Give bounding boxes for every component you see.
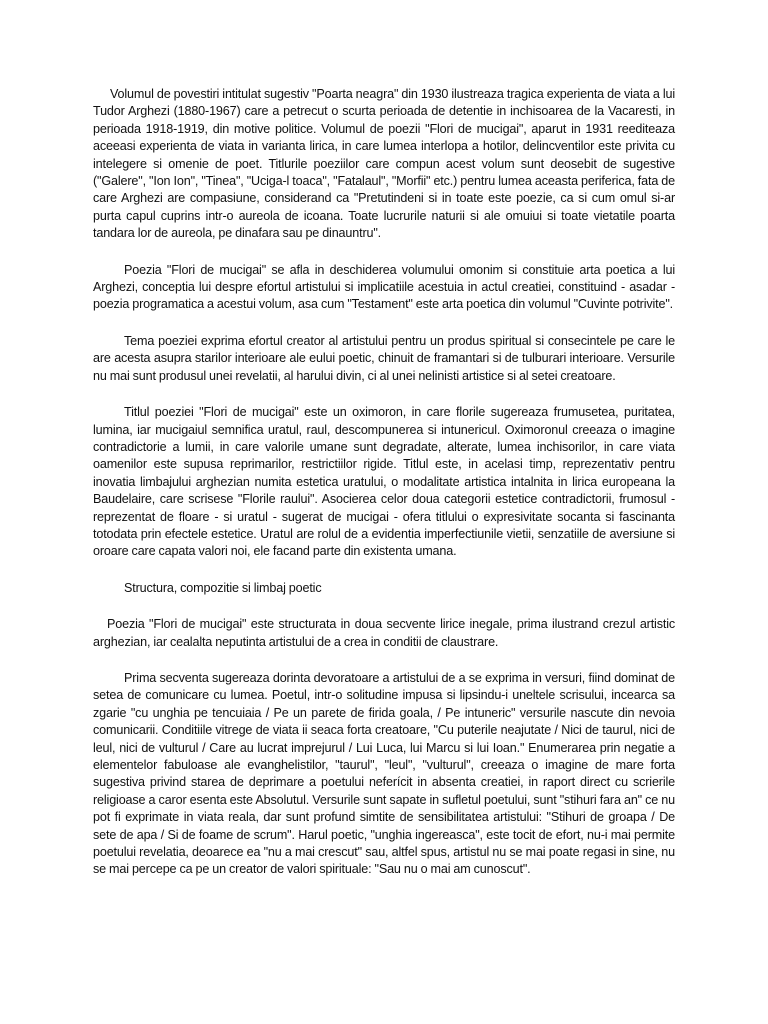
paragraph-gap (93, 597, 675, 616)
document-body (93, 86, 675, 879)
paragraph-prima-secventa: Prima secventa sugereaza dorinta devoratoare a artistului de a se exprima in versuri, fiind dominat de setea de comunicare cu lumea. Poetul, intr-o solitudine impusa si lipsindu-i uneltele scrisului, incearca sa zgarie "cu unghia pe tencuiaia / Pe un parete de firida goala, / Pe intuneric" versurile nascute din nevoia comunicarii. Conditiile vitrege de viata ii seaca forta creatoare, "Cu puterile neajutate / Nici de taurul, nici de leul, nici de vulturul / Care au lucrat imprejurul / Lui Luca, lui Marcu si lui Ioan." Enumerarea prin negatie a elementelor fabuloase ale evanghelistilor, "taurul", "leul", "vulturul", creeaza o imagine de mare forta sugestiva privind starea de deprimare a poetului neferícit in absenta creatiei, in raport direct cu scrierile religioase a caror esenta este Absolutul. Versurile sunt sapate in sufletul poetului, sunt "stihuri fara an" ce nu pot fi exprimate in viata reala, dar sunt profund simtite de sensibilitatea artistului: "Stihuri de groapa / De sete de apa / Si de foame de scrum". Harul poetic, "unghia ingereasca", este tocit de efort, nu-i mai permite poetului revelatia, deoarece ea "nu a mai crescut" sau, altfel spus, artistul nu se mai poate regasi in sine, nu se mai percepe ca pe un creator de valori spirituale: "Sau nu o mai am cunoscut". (93, 670, 675, 877)
paragraph-gap (93, 243, 675, 262)
paragraph-tema: Tema poeziei exprima efortul creator al artistului pentru un produs spiritual si consecintele pe care le are acesta asupra starilor interioare ale eului poetic, chinuit de framantari si de tulburari interioare. Versurile nu mai sunt produsul unei revelatii, al harului divin, ci al unei nelinisti artistice si al setei creatoare. (93, 333, 675, 383)
paragraph-gap (93, 385, 675, 404)
paragraph-gap (93, 314, 675, 333)
paragraph-intro: Volumul de povestiri intitulat sugestiv "Poarta neagra" din 1930 ilustreaza tragica experienta de viata a lui Tudor Arghezi (1880-1967) care a petrecut o scurta perioada de detentie in inchisoarea de la Vacaresti, in perioada 1918-1919, din motive politice. Volumul de poezii "Flori de mucigai", aparut in 1931 reediteaza aceeasi experienta de viata in varianta lirica, in care lumea interlopa a hotilor, delincventilor este privita cu intelegere si omenie de poet. Titlurile poeziilor care compun acest volum sunt deosebit de sugestive ("Galere", "Ion Ion", "Tinea", "Uciga-l toaca", "Fatalaul", "Morfii" etc.) pentru lumea aceasta periferica, fata de care Arghezi are compasiune, considerand ca "Pretutindeni si in toate este poezie, ca si cum omul si-ar purta capul cuprins intr-o aureola de icoana. Toate lucrurile naturii si ale omuiui si toate vietatile poarta tandara lor de aureola, pe dinafara sau pe dinauntru". (93, 87, 675, 241)
section-heading: Structura, compozitie si limbaj poetic (124, 580, 322, 595)
paragraph-structura: Poezia "Flori de mucigai" este structurata in doua secvente lirice inegale, prima ilustrand crezul artistic arghezian, iar cealalta neputinta artistului de a crea in conditii de claustrare. (93, 617, 675, 649)
paragraph-titlul: Titlul poeziei "Flori de mucigai" este un oximoron, in care florile sugereaza frumusetea, puritatea, lumina, iar mucigaiul semnifica uratul, raul, descompunerea si intunericul. Oximoronul creeaza o imagine contradictorie a lumii, in care valorile umane sunt degradate, alterate, lumea inchisorilor, in care viata oamenilor este supusa reprimarilor, restrictiilor rigide. Titlul este, in acelasi timp, reprezentativ pentru inovatia limbajului arghezian numita estetica uratului, o modalitate artistica intalnita in lirica europeana la Baudelaire, care scrisese "Florile raului". Asocierea celor doua categorii estetice contradictorii, frumosul - reprezentat de floare - si uratul - sugerat de mucigai - ofera titlului o expresivitate socanta si fascinanta totodata prin efectele estetice. Uratul are rolul de a evidentia imperfectiunile vietii, senzatiile de aversiune si oroare care capata valori noi, ele facand parte din existenta umana. (93, 405, 675, 559)
paragraph-arta-poetica: Poezia "Flori de mucigai" se afla in deschiderea volumului omonim si constituie arta poetica a lui Arghezi, conceptia lui despre efortul artistului si implicatiile acestuia in actul creatiei, constituind - asadar - poezia programatica a acestui volum, asa cum "Testament" este arta poetica din volumul "Cuvinte potrivite". (93, 262, 675, 312)
paragraph-gap (93, 651, 675, 670)
paragraph-gap (93, 561, 675, 580)
